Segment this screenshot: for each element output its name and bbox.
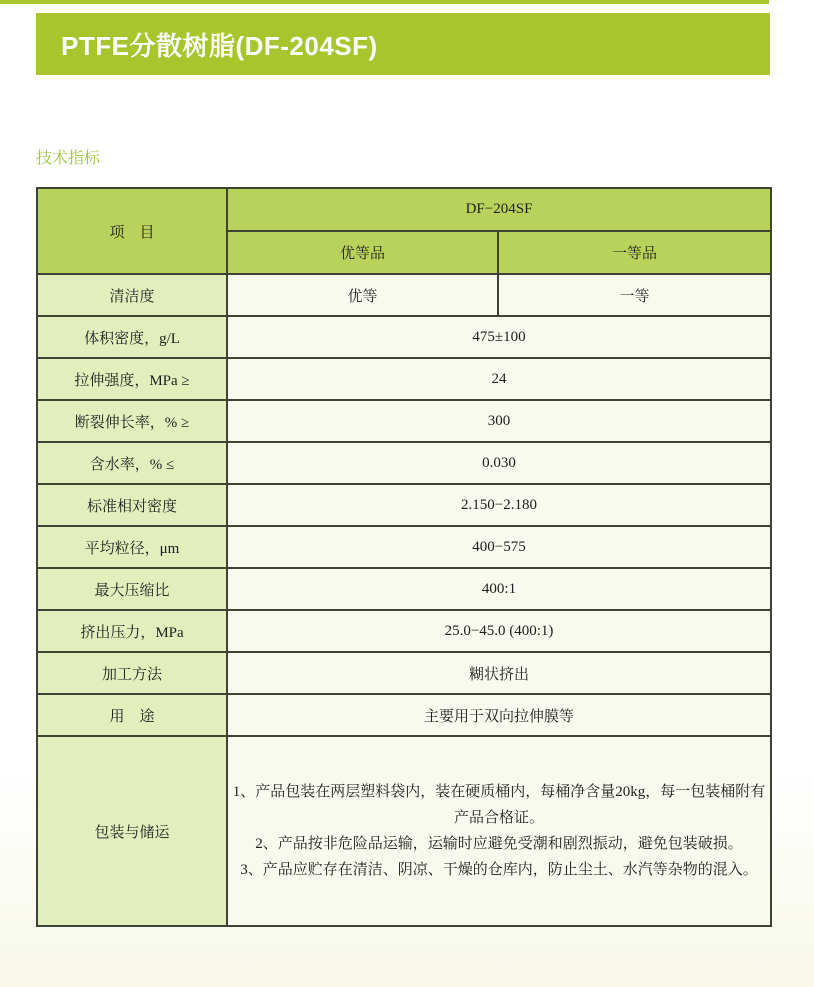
spec-table xyxy=(36,187,772,927)
packaging-note-line: 3、产品应贮存在清洁、阴凉、干燥的仓库内，防止尘土、水汽等杂物的混入。 xyxy=(240,862,758,878)
packaging-note-line: 2、产品按非危险品运输，运输时应避免受潮和剧烈振动，避免包装破损。 xyxy=(255,836,743,852)
spec-label-cell: 挤出压力，MPa xyxy=(37,610,227,652)
spec-value-cell: 475±100 xyxy=(227,316,771,358)
table-row-standard-specific-gravity xyxy=(37,484,771,526)
table-row-max-compression-ratio xyxy=(37,568,771,610)
table-header-row-1 xyxy=(37,188,771,231)
table-row-processing-method xyxy=(37,652,771,694)
header-item-cell: 项 目 xyxy=(37,188,227,274)
table-row-tensile-strength xyxy=(37,358,771,400)
spec-label-cell: 加工方法 xyxy=(37,652,227,694)
spec-label-cell: 平均粒径，μm xyxy=(37,526,227,568)
spec-label-cell: 标准相对密度 xyxy=(37,484,227,526)
spec-value-cell: 24 xyxy=(227,358,771,400)
section-heading: 技术指标 xyxy=(36,150,101,167)
spec-label-cell: 拉伸强度，MPa ≥ xyxy=(37,358,227,400)
spec-value-first-cell: 一等 xyxy=(498,274,771,316)
header-grade-premium-cell: 优等品 xyxy=(227,231,498,274)
spec-label-cell: 体积密度，g/L xyxy=(37,316,227,358)
table-row-packaging-storage xyxy=(37,736,771,926)
table-row-usage xyxy=(37,694,771,736)
table-row-moisture xyxy=(37,442,771,484)
spec-packaging-notes-cell xyxy=(227,736,771,926)
top-accent-strip xyxy=(0,0,769,4)
spec-value-cell: 25.0−45.0 (400:1) xyxy=(227,610,771,652)
spec-label-cell: 包装与储运 xyxy=(37,736,227,926)
spec-label-cell: 最大压缩比 xyxy=(37,568,227,610)
spec-value-cell: 主要用于双向拉伸膜等 xyxy=(227,694,771,736)
spec-value-cell: 300 xyxy=(227,400,771,442)
spec-value-cell: 400:1 xyxy=(227,568,771,610)
table-row-bulk-density xyxy=(37,316,771,358)
table-row-average-particle-size xyxy=(37,526,771,568)
header-product-cell: DF−204SF xyxy=(227,188,771,231)
page-title-banner xyxy=(36,13,770,75)
spec-value-cell: 2.150−2.180 xyxy=(227,484,771,526)
table-row-elongation xyxy=(37,400,771,442)
spec-value-cell: 0.030 xyxy=(227,442,771,484)
spec-value-cell: 糊状挤出 xyxy=(227,652,771,694)
page-title: PTFE分散树脂(DF-204SF) xyxy=(61,30,378,61)
spec-value-cell: 400−575 xyxy=(227,526,771,568)
header-grade-first-cell: 一等品 xyxy=(498,231,771,274)
packaging-note-line: 1、产品包装在两层塑料袋内，装在硬质桶内，每桶净含量20kg，每一包装桶附有产品合格证。 xyxy=(232,784,766,826)
table-row-cleanliness xyxy=(37,274,771,316)
spec-label-cell: 用 途 xyxy=(37,694,227,736)
table-row-extrusion-pressure xyxy=(37,610,771,652)
spec-label-cell: 含水率，% ≤ xyxy=(37,442,227,484)
spec-label-cell: 断裂伸长率，% ≥ xyxy=(37,400,227,442)
spec-label-cell: 清洁度 xyxy=(37,274,227,316)
spec-value-premium-cell: 优等 xyxy=(227,274,498,316)
